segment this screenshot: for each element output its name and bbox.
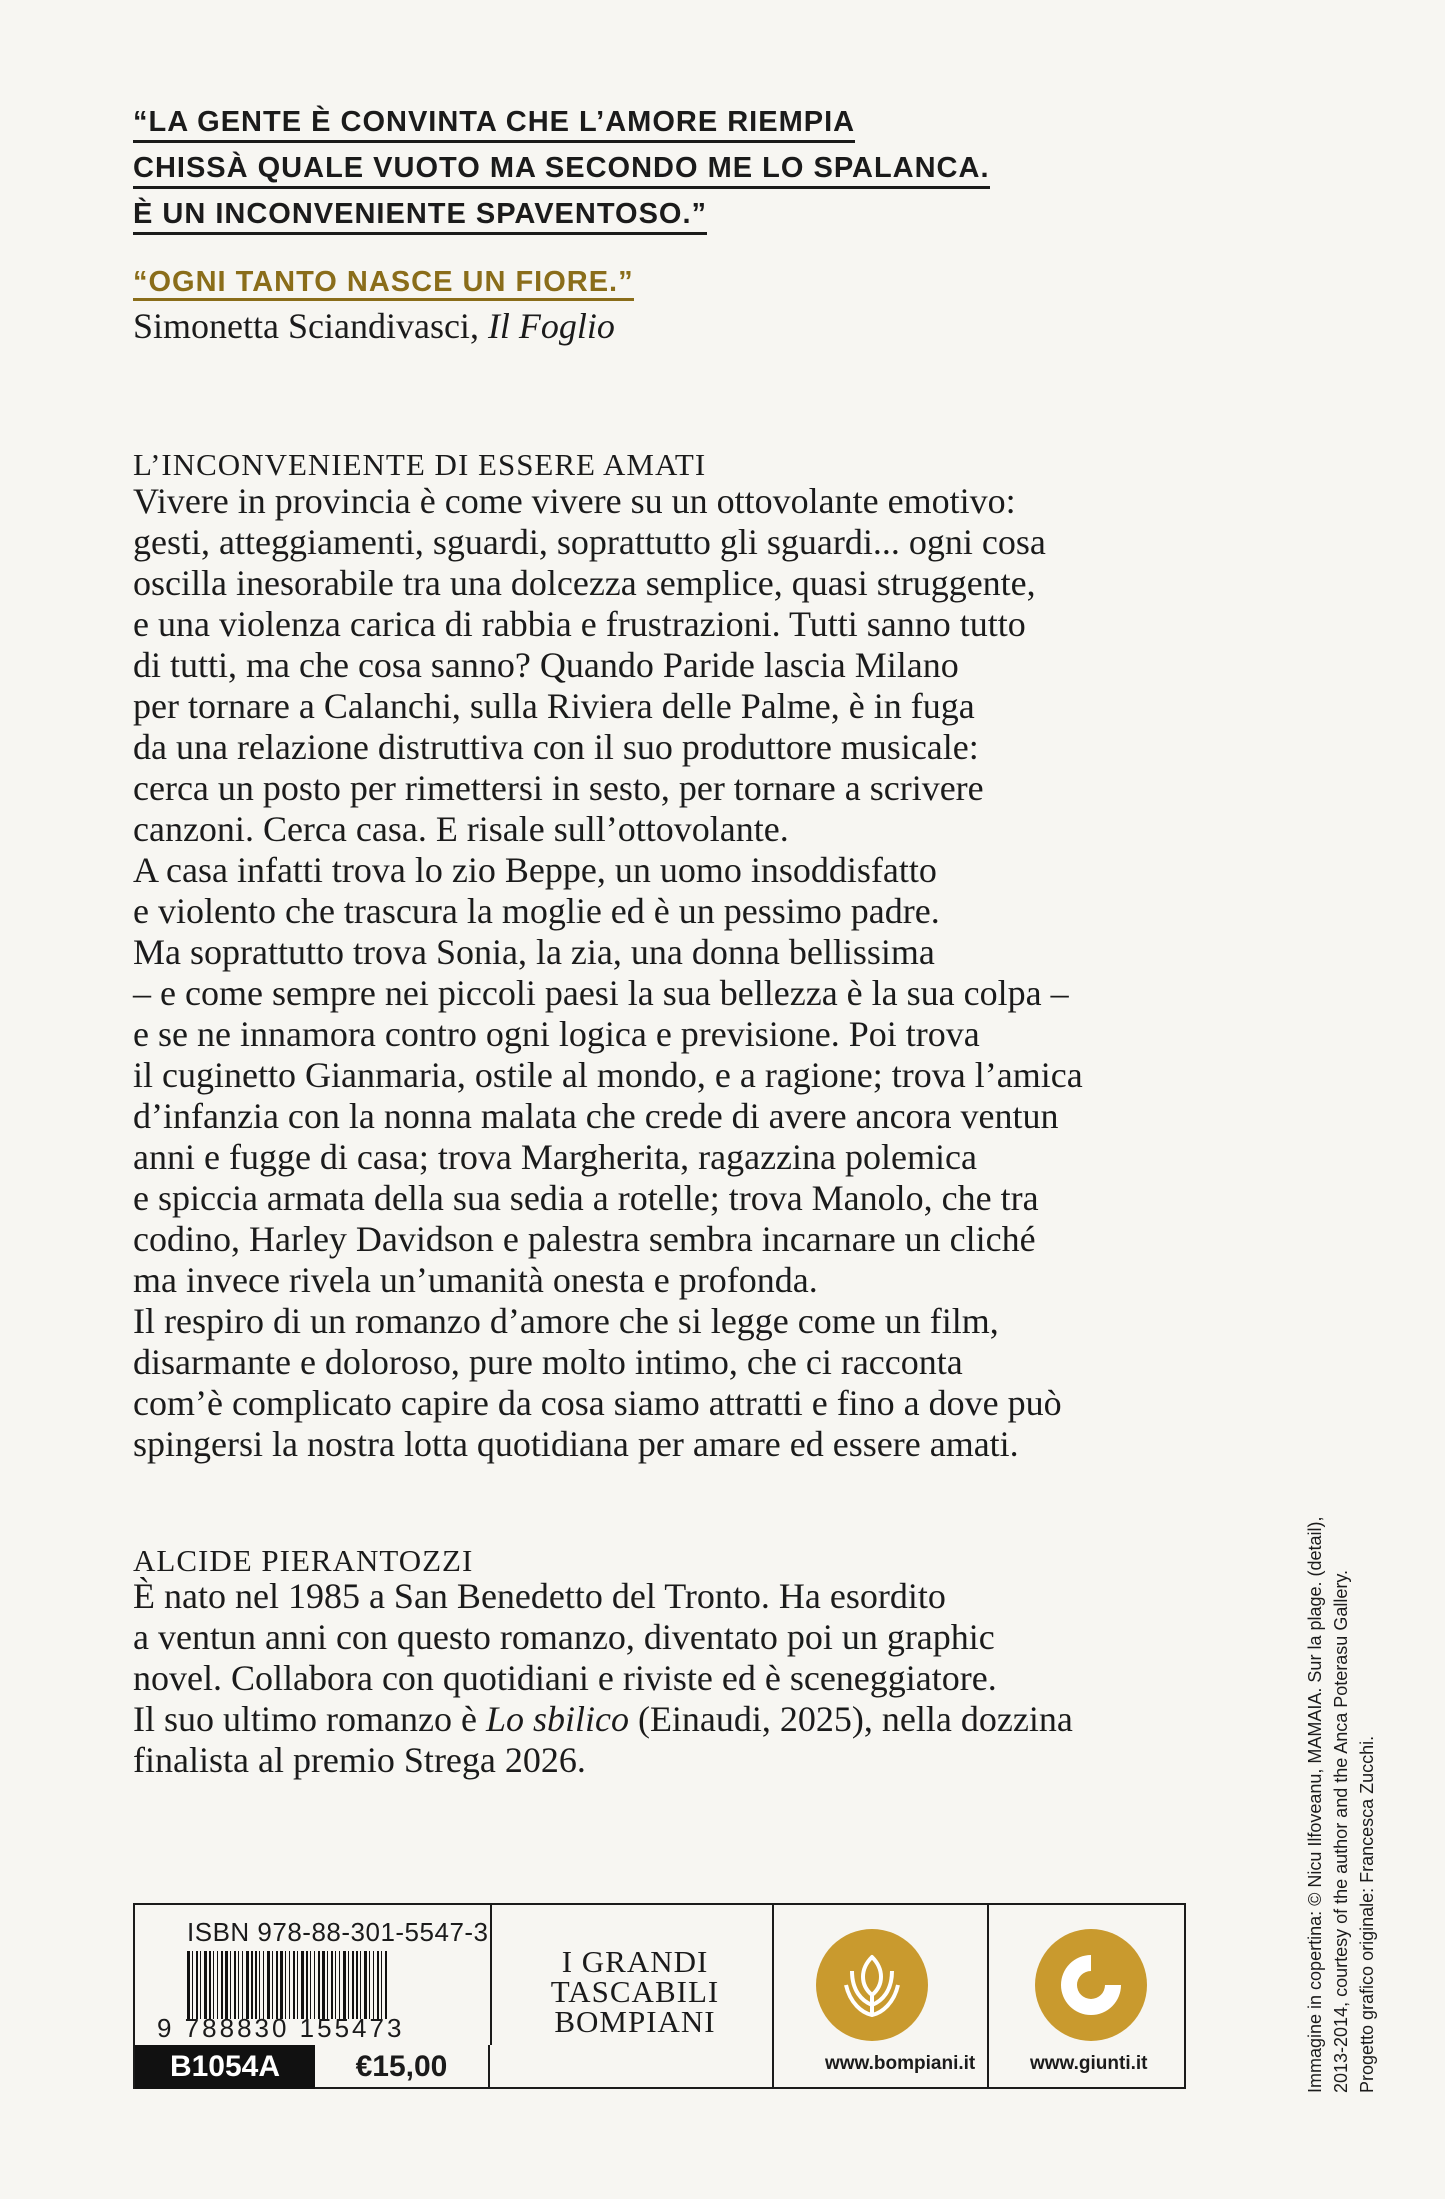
price: €15,00 bbox=[315, 2045, 490, 2089]
synopsis-line: per tornare a Calanchi, sulla Riviera delle Palme, è in fuga bbox=[133, 686, 975, 726]
synopsis-line: Vivere in provincia è come vivere su un ottovolante emotivo: bbox=[133, 481, 1016, 521]
lead-quote bbox=[133, 102, 1133, 240]
giunti-url: www.giunti.it bbox=[1030, 2053, 1148, 2074]
synopsis-line: disarmante e doloroso, pure molto intimo, che ci racconta bbox=[133, 1342, 963, 1382]
synopsis-line: spingersi la nostra lotta quotidiana per amare ed essere amati. bbox=[133, 1424, 1019, 1464]
synopsis-line: – e come sempre nei piccoli paesi la sua bellezza è la sua colpa – bbox=[133, 973, 1069, 1013]
author-bio-line: a ventun anni con questo romanzo, diventato poi un graphic bbox=[133, 1617, 995, 1657]
synopsis-line: anni e fugge di casa; trova Margherita, ragazzina polemica bbox=[133, 1137, 977, 1177]
bompiani-url: www.bompiani.it bbox=[825, 2053, 976, 2074]
author-bio-text: (Einaudi, 2025), nella dozzina bbox=[628, 1699, 1073, 1739]
synopsis-text bbox=[133, 481, 1233, 1465]
synopsis-line: Ma soprattutto trova Sonia, la zia, una donna bellissima bbox=[133, 932, 935, 972]
back-cover-info-box bbox=[133, 1903, 1186, 2089]
synopsis-line: e una violenza carica di rabbia e frustrazioni. Tutti sanno tutto bbox=[133, 604, 1026, 644]
synopsis-line: canzoni. Cerca casa. E risale sull’ottovolante. bbox=[133, 809, 789, 849]
barcode-digits: 9 788830 155473 bbox=[157, 2013, 405, 2043]
author-bio bbox=[133, 1576, 1233, 1781]
barcode-image bbox=[187, 1951, 472, 2019]
lead-quote-line-1: “LA GENTE È CONVINTA CHE L’AMORE RIEMPIA bbox=[133, 104, 855, 143]
author-bio-line: È nato nel 1985 a San Benedetto del Tronto. Ha esordito bbox=[133, 1576, 946, 1616]
series-line: I GRANDI bbox=[561, 1944, 709, 1979]
synopsis-line: codino, Harley Davidson e palestra sembra incarnare un cliché bbox=[133, 1219, 1036, 1259]
catalog-code: B1054A bbox=[135, 2045, 315, 2089]
author-bio-text: Il suo ultimo romanzo è bbox=[133, 1699, 486, 1739]
synopsis-line: oscilla inesorabile tra una dolcezza semplice, quasi struggente, bbox=[133, 563, 1036, 603]
synopsis-title: L’INCONVENIENTE DI ESSERE AMATI bbox=[133, 447, 707, 482]
isbn: ISBN 978-88-301-5547-3 bbox=[187, 1917, 489, 1947]
synopsis-line: da una relazione distruttiva con il suo produttore musicale: bbox=[133, 727, 979, 767]
synopsis-line: cerca un posto per rimettersi in sesto, per tornare a scrivere bbox=[133, 768, 984, 808]
review-author: Simonetta Sciandivasci, bbox=[133, 306, 488, 346]
synopsis-line: di tutti, ma che cosa sanno? Quando Paride lascia Milano bbox=[133, 645, 959, 685]
synopsis-line: gesti, atteggiamenti, sguardi, soprattutto gli sguardi... ogni cosa bbox=[133, 522, 1046, 562]
series-line: BOMPIANI bbox=[554, 2004, 716, 2039]
credit-line: 2013-2014, courtesy of the author and the Anca Poterasu Gallery. bbox=[1331, 1569, 1351, 2093]
barcode-area bbox=[135, 1905, 492, 2045]
review-source bbox=[133, 306, 615, 346]
synopsis-line: com’è complicato capire da cosa siamo attratti e fino a dove può bbox=[133, 1383, 1062, 1423]
latest-novel-title: Lo sbilico bbox=[485, 1699, 629, 1739]
review-quote-text: “OGNI TANTO NASCE UN FIORE.” bbox=[133, 266, 634, 301]
review-quote bbox=[133, 264, 634, 300]
image-credits bbox=[1302, 1473, 1422, 2093]
synopsis-line: A casa infatti trova lo zio Beppe, un uomo insoddisfatto bbox=[133, 850, 937, 890]
author-bio-line: novel. Collabora con quotidiani e riviste ed è sceneggiatore. bbox=[133, 1658, 997, 1698]
series-name bbox=[525, 1944, 745, 2039]
synopsis-line: d’infanzia con la nonna malata che crede di avere ancora ventun bbox=[133, 1096, 1059, 1136]
synopsis-line: ma invece rivela un’umanità onesta e profonda. bbox=[133, 1260, 818, 1300]
series-line: TASCABILI bbox=[550, 1974, 720, 2009]
credit-line: Immagine in copertina: © Nicu Ilfoveanu, MAMAIA. Sur la plage. (detail), bbox=[1305, 1516, 1325, 2093]
giunti-logo-icon bbox=[1035, 1929, 1147, 2041]
review-publication: Il Foglio bbox=[487, 306, 615, 346]
bompiani-logo-icon bbox=[816, 1929, 928, 2041]
divider bbox=[772, 1905, 774, 2089]
synopsis-line: Il respiro di un romanzo d’amore che si legge come un film, bbox=[133, 1301, 999, 1341]
divider bbox=[987, 1905, 989, 2089]
author-name: ALCIDE PIERANTOZZI bbox=[133, 1543, 474, 1578]
credit-line: Progetto grafico originale: Francesca Zucchi. bbox=[1357, 1735, 1377, 2093]
author-bio-line bbox=[133, 1699, 1233, 1740]
lead-quote-line-2: CHISSÀ QUALE VUOTO MA SECONDO ME LO SPALANCA. bbox=[133, 150, 990, 189]
synopsis-line: e violento che trascura la moglie ed è un pessimo padre. bbox=[133, 891, 940, 931]
synopsis-line: e spiccia armata della sua sedia a rotelle; trova Manolo, che tra bbox=[133, 1178, 1039, 1218]
lead-quote-line-3: È UN INCONVENIENTE SPAVENTOSO.” bbox=[133, 196, 707, 235]
author-bio-line: finalista al premio Strega 2026. bbox=[133, 1740, 586, 1780]
synopsis-line: e se ne innamora contro ogni logica e previsione. Poi trova bbox=[133, 1014, 980, 1054]
synopsis-line: il cuginetto Gianmaria, ostile al mondo, e a ragione; trova l’amica bbox=[133, 1055, 1083, 1095]
